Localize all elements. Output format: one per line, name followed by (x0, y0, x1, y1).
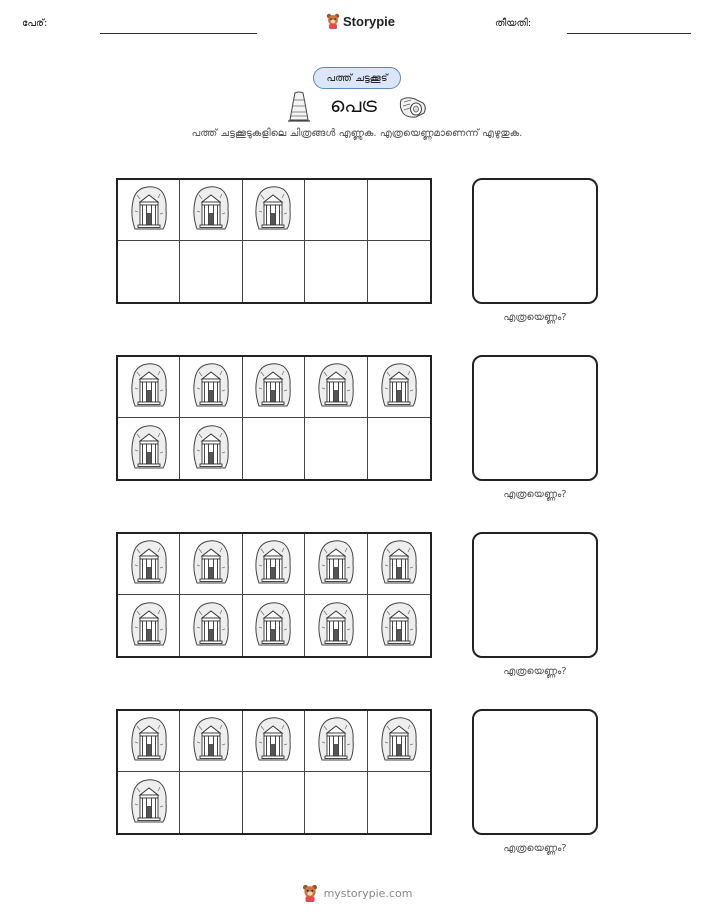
ten-frame-cell (368, 418, 430, 479)
petra-treasury-icon (129, 539, 169, 589)
ten-frame-cell (118, 534, 180, 595)
ten-frame-cell (180, 534, 242, 595)
ten-frame-cell (305, 595, 367, 656)
petra-treasury-icon (316, 539, 356, 589)
petra-treasury-icon (316, 601, 356, 651)
bear-mascot-icon (326, 13, 340, 29)
ten-frame-cell (305, 711, 367, 772)
ten-frame-cell (243, 180, 305, 241)
rock-scroll-icon (398, 94, 428, 120)
ten-frame-2 (116, 355, 432, 481)
ten-frame-cell (180, 357, 242, 418)
ten-frame-4 (116, 709, 432, 835)
petra-treasury-icon (379, 601, 419, 651)
ten-frame-cell (243, 595, 305, 656)
brand-name: Storypie (343, 13, 396, 29)
ten-frame-cell (118, 418, 180, 479)
petra-treasury-icon (253, 716, 293, 766)
petra-treasury-icon (253, 362, 293, 412)
petra-treasury-icon (129, 716, 169, 766)
ten-frame-cell (368, 595, 430, 656)
petra-treasury-icon (316, 716, 356, 766)
ten-frame-cell (118, 180, 180, 241)
bear-mascot-icon (302, 884, 318, 902)
petra-treasury-icon (253, 185, 293, 235)
topic-badge: പത്ത് ചട്ടക്കൂട് (313, 67, 401, 89)
ten-frame-cell (368, 241, 430, 302)
date-label: തീയതി: (495, 18, 532, 29)
answer-box-1[interactable] (472, 178, 598, 304)
answer-question: എത്രയെണ്ണം? (503, 666, 567, 677)
answer-box-4[interactable] (472, 709, 598, 835)
answer-question: എത്രയെണ്ണം? (503, 312, 567, 323)
petra-treasury-icon (129, 778, 169, 828)
answer-box-3[interactable] (472, 532, 598, 658)
ten-frame-cell (243, 711, 305, 772)
ten-frame-cell (305, 357, 367, 418)
ten-frame-cell (118, 595, 180, 656)
ten-frame-cell (305, 241, 367, 302)
ten-frame-cell (118, 772, 180, 833)
petra-treasury-icon (191, 601, 231, 651)
name-line (100, 33, 257, 34)
petra-treasury-icon (191, 424, 231, 474)
petra-treasury-icon (129, 424, 169, 474)
ten-frame-cell (368, 180, 430, 241)
ten-frame-cell (243, 241, 305, 302)
petra-treasury-icon (129, 185, 169, 235)
petra-treasury-icon (129, 601, 169, 651)
ten-frame-cell (243, 772, 305, 833)
ten-frame-cell (180, 772, 242, 833)
ten-frame-cell (368, 534, 430, 595)
name-label: പേര്: (22, 18, 48, 29)
petra-treasury-icon (129, 362, 169, 412)
ten-frame-cell (305, 180, 367, 241)
petra-treasury-icon (379, 362, 419, 412)
ten-frame-cell (180, 180, 242, 241)
brand-logo (326, 13, 395, 29)
ten-frame-cell (118, 711, 180, 772)
answer-question: എത്രയെണ്ണം? (503, 489, 567, 500)
worksheet-title: പെട്ര (330, 93, 377, 117)
ten-frame-cell (180, 711, 242, 772)
date-line (567, 33, 691, 34)
rock-pillar-icon (288, 91, 310, 123)
footer (0, 884, 714, 902)
petra-treasury-icon (191, 539, 231, 589)
petra-treasury-icon (191, 185, 231, 235)
instruction-text: പത്ത് ചട്ടക്കൂടുകളിലെ ചിത്രങ്ങൾ എണ്ണുക. എത്രയെണ്ണമാണെന്ന് എഴുതുക. (191, 128, 523, 139)
petra-treasury-icon (253, 539, 293, 589)
ten-frame-1 (116, 178, 432, 304)
ten-frame-cell (368, 357, 430, 418)
ten-frame-cell (305, 418, 367, 479)
petra-treasury-icon (379, 716, 419, 766)
petra-treasury-icon (191, 362, 231, 412)
ten-frame-cell (180, 241, 242, 302)
ten-frame-cell (368, 711, 430, 772)
ten-frame-cell (243, 418, 305, 479)
answer-box-2[interactable] (472, 355, 598, 481)
ten-frame-3 (116, 532, 432, 658)
ten-frame-cell (180, 595, 242, 656)
ten-frame-cell (118, 241, 180, 302)
petra-treasury-icon (316, 362, 356, 412)
ten-frame-cell (118, 357, 180, 418)
ten-frame-cell (305, 534, 367, 595)
ten-frame-cell (243, 357, 305, 418)
petra-treasury-icon (379, 539, 419, 589)
ten-frame-cell (305, 772, 367, 833)
answer-question: എത്രയെണ്ണം? (503, 843, 567, 854)
ten-frame-cell (180, 418, 242, 479)
petra-treasury-icon (191, 716, 231, 766)
petra-treasury-icon (253, 601, 293, 651)
ten-frame-cell (368, 772, 430, 833)
ten-frame-cell (243, 534, 305, 595)
footer-site: mystorypie.com (323, 886, 413, 900)
